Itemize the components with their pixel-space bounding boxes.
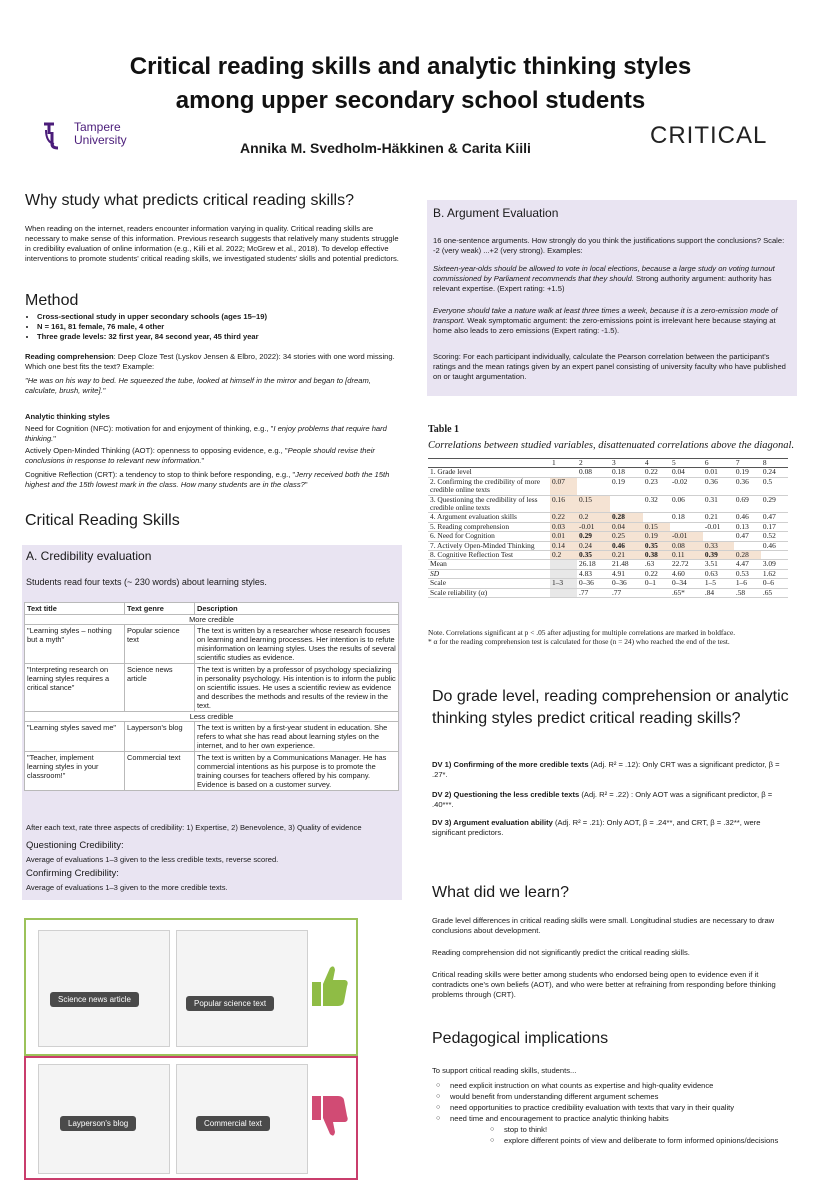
corr-cell: 0.36 [703,477,734,495]
question-heading: Do grade level, reading comprehension or analytic thinking styles predict critical reading skills? [432,688,789,727]
corr-cell: 0.19 [610,477,643,495]
thumbs-up-icon [310,962,350,1010]
corr-cell: 0.47 [761,513,788,522]
dv2-text [432,790,792,810]
corr-cell [550,588,577,597]
corr-cell: 1–3 [550,579,577,588]
table-row [428,495,788,513]
corr-cell: 0–34 [670,579,703,588]
dv2-result: (Adj. R² = .22) : Only AOT was a significant predictor, β = .40***. [432,790,773,809]
corr-cell: 0.14 [550,541,577,550]
method-bullet: • N = 161, 81 female, 76 male, 4 other [37,322,417,332]
tampere-line-1: Tampere [74,120,121,134]
argument-example-1 [433,264,791,294]
commercial-text-label: Commercial text [196,1116,270,1131]
argument-scoring: Scoring: For each participant individually, calculate the Pearson correlation between the participant's ratings and the mean ratings given by an expert panel consisting of university faculty who have published on or taught argumentation. [433,352,786,381]
tampere-logo-text [74,121,127,147]
corr-cell: .77 [577,588,610,597]
corr-cell: 0.08 [670,541,703,550]
corr-cell: 0.22 [643,569,670,578]
corr-cell: 0.16 [550,495,577,513]
dv3-label: DV 3) Argument evaluation ability [432,818,553,827]
critical-logo-text: CRITICAL [650,122,768,149]
nfc-quote: " [53,434,56,443]
rc-label: Reading comprehension [25,352,114,361]
corr-cell: 4.83 [577,569,610,578]
corr-cell: 21.48 [610,560,643,569]
aot-text [25,446,405,466]
cell-genre: Commercial text [125,752,195,791]
corr-cell: 0.21 [610,551,643,560]
corr-cell: 0.63 [703,569,734,578]
corr-cell: 0.17 [761,522,788,531]
crt-text [25,470,405,490]
title-line-2: among upper secondary school students [175,87,646,114]
dv3-result: (Adj. R² = .21): Only AOT, β = .24**, and CRT, β = .32**, were significant predictors. [432,818,761,837]
corr-cell [703,532,734,541]
corr-cell: 0.22 [550,513,577,522]
corr-cell: 0–36 [610,579,643,588]
corr-cell: 0.24 [761,468,788,477]
table-row [428,560,788,569]
corr-cell: 22.72 [670,560,703,569]
corr-cell: 0.04 [670,468,703,477]
dv1-result: (Adj. R² = .12): Only CRT was a significant predictor, β = .27*. [432,760,780,779]
method-bullet: • Cross-sectional study in upper secondary schools (ages 15–19) [37,312,417,322]
correlation-table [428,458,788,598]
corr-cell: 0.46 [610,541,643,550]
list-item: ○ need explicit instruction on what counts as expertise and high-quality evidence [450,1080,810,1091]
corr-cell: 0.04 [610,522,643,531]
corr-col-header: 1 [550,459,577,468]
cell-genre: Layperson's blog [125,722,195,752]
corr-cell: 0.2 [577,513,610,522]
corr-cell: -0.01 [670,532,703,541]
corr-row-label: 7. Actively Open-Minded Thinking [428,541,550,550]
ex1-argument: Sixteen-year-olds should be allowed to vote in local elections, because a large study on voting turnout commissioned by Parliament recommends that they should. [433,264,775,283]
cell-title: "Learning styles – nothing but a myth" [25,625,125,664]
corr-cell: 0.39 [703,551,734,560]
list-item: ○ would benefit from understanding different argument schemes [450,1091,810,1102]
table-row [428,551,788,560]
corr-cell: 0.36 [734,477,761,495]
corr-cell: .58 [734,588,761,597]
corr-cell: 0.21 [703,513,734,522]
corr-cell: 0.07 [550,477,577,495]
crt-example: Jerry received both the 15th highest and the 15th lowest mark in the class. How many students are in the class? [25,470,390,489]
corr-cell: 0.46 [761,541,788,550]
corr-col-header: 2 [577,459,610,468]
corr-cell: 0.01 [550,532,577,541]
corr-col-header: 7 [734,459,761,468]
cell-title: "Learning styles saved me" [25,722,125,752]
corr-row-label: Mean [428,560,550,569]
cell-genre: Science news article [125,664,195,712]
corr-cell: 0.2 [550,551,577,560]
corr-col-header: 6 [703,459,734,468]
learn-p2: Reading comprehension did not significantly predict the critical reading skills. [432,948,690,957]
corr-cell: 0.01 [703,468,734,477]
corr-cell: 0.33 [703,541,734,550]
corr-row-label: 4. Argument evaluation skills [428,513,550,522]
corr-col-header: 5 [670,459,703,468]
table-row [25,664,399,712]
corr-cell: 0.18 [670,513,703,522]
ats-heading: Analytic thinking styles [25,412,110,421]
corr-cell: 0.28 [734,551,761,560]
corr-cell: -0.01 [577,522,610,531]
corr-cell: 1–6 [734,579,761,588]
corr-cell: 0.31 [703,495,734,513]
col-header: Text genre [125,603,195,615]
corr-cell: 0.28 [610,513,643,522]
popular-science-label: Popular science text [186,996,274,1011]
cell-desc: The text is written by a professor of psychology specializing in personality psychology. His intention is to inform the public on scientific issues. He uses a scientific review as evidence and describes the methods and results of the review in the text. [195,664,399,712]
aot-example: People should revise their conclusions in response to relevant new information. [25,446,375,465]
corr-cell: 3.09 [761,560,788,569]
corr-cell: 0.15 [577,495,610,513]
corr-cell: 0.03 [550,522,577,531]
tampere-logo-icon [40,118,70,150]
corr-cell: 0.15 [643,522,670,531]
corr-cell: 0.29 [761,495,788,513]
corr-cell: 0.18 [610,468,643,477]
cell-desc: The text is written by a Communications Manager. He has commercial intentions as his purpose is to promote the training courses for teachers offered by his company. Evidence is based on a customer survey. [195,752,399,791]
list-subitem: ○ stop to think! [504,1124,814,1135]
section-label: More credible [25,615,399,625]
corr-cell: 0.47 [734,532,761,541]
corr-row-label: 6. Need for Cognition [428,532,550,541]
pedagogy-sublist [486,1124,814,1146]
learn-p1: Grade level differences in critical reading skills were small. Longitudinal studies are necessary to draw conclusions about development. [432,916,775,935]
argument-intro: 16 one-sentence arguments. How strongly do you think the justifications support the conclusions? Scale: -2 (very weak) ...+2 (very strong). Examples: [433,236,785,255]
corr-cell: .84 [703,588,734,597]
corr-col-header: 8 [761,459,788,468]
cell-desc: The text is written by a first-year student in education. She refers to what she has read about learning styles on the internet, and to her own experience. [195,722,399,752]
corr-cell [610,495,643,513]
corr-cell: 0–6 [761,579,788,588]
reading-comprehension-text [25,352,405,372]
corr-cell: 4.60 [670,569,703,578]
table1-label: Table 1 [428,424,460,435]
corr-row-label: 1. Grade level [428,468,550,477]
table-row [428,477,788,495]
corr-cell [550,468,577,477]
table1-caption: Correlations between studied variables, disattenuated correlations above the diagonal. [428,440,795,451]
table1-notes [428,628,798,646]
table-row [428,579,788,588]
corr-cell: 0.35 [577,551,610,560]
corr-cell: 4.47 [734,560,761,569]
corr-cell: 4.91 [610,569,643,578]
corr-header-row [428,459,788,468]
aot-quote: " [201,456,205,465]
corr-cell: -0.02 [670,477,703,495]
corr-cell: 0.19 [643,532,670,541]
aot-label: Actively Open-Minded Thinking (AOT): openness to opposing evidence, e.g., " [25,446,288,455]
ex2-argument: Everyone should take a nature walk at least three times a week, because it is a zero-emission mode of transport. [433,306,778,325]
qc-text: Average of evaluations 1–3 given to the less credible texts, reverse scored. [26,855,279,864]
corr-cell: .65 [761,588,788,597]
dv1-text [432,760,792,780]
corr-row-label: 8. Cognitive Reflection Test [428,551,550,560]
credibility-heading: A. Credibility evaluation [26,549,152,563]
corr-cell [577,477,610,495]
nfc-label: Need for Cognition (NFC): motivation for and enjoyment of thinking, e.g., " [25,424,274,433]
cell-title: "Interpreting research on learning styles requires a critical stance" [25,664,125,712]
corr-row-label: Scale [428,579,550,588]
col-header: Text title [25,603,125,615]
corr-cell: 0.22 [643,468,670,477]
table1-note-1: Note. Correlations significant at p < .05 after adjusting for multiple correlations are marked in boldface. [428,628,736,637]
popular-science-screenshot [176,930,308,1047]
dv1-label: DV 1) Confirming of the more credible texts [432,760,589,769]
crt-quote: " [304,480,308,489]
learn-heading: What did we learn? [432,884,569,901]
corr-cell: 0.19 [734,468,761,477]
rc-text: : Deep Cloze Test (Lyskov Jensen & Elbro, 2022): 34 stories with one word missing. Which one best fits the text? Example: [25,352,395,371]
corr-cell [643,588,670,597]
pedagogy-intro: To support critical reading skills, students... [432,1066,577,1075]
bad-texts-box [24,1056,358,1180]
argument-example-2 [433,306,791,336]
argument-panel [427,200,797,396]
tampere-line-2: University [74,133,127,147]
corr-cell: 0.53 [734,569,761,578]
corr-cell: 0.13 [734,522,761,531]
credibility-intro: Students read four texts (~ 230 words) about learning styles. [26,577,267,587]
layperson-blog-label: Layperson's blog [60,1116,136,1131]
table-row [428,513,788,522]
col-header: Description [195,603,399,615]
corr-cell: 1.62 [761,569,788,578]
table-row [25,722,399,752]
list-item: ○ need time and encouragement to practice analytic thinking habits [450,1113,810,1124]
corr-cell: 0.24 [577,541,610,550]
credibility-panel [22,545,402,900]
pedagogy-heading: Pedagogical implications [432,1030,609,1047]
table-row [25,625,399,664]
crt-label: Cognitive Reflection (CRT): a tendency to stop to think before responding, e.g., " [25,470,296,479]
cell-title: "Teacher, implement learning styles in your classroom!" [25,752,125,791]
corr-cell: 0–1 [643,579,670,588]
corr-cell [550,560,577,569]
table-section-row [25,712,399,722]
cell-genre: Popular science text [125,625,195,664]
authors: Annika M. Svedholm-Häkkinen & Carita Kiili [240,140,531,156]
corr-cell: 26.18 [577,560,610,569]
thumbs-down-icon [310,1092,350,1140]
corr-cell: 0.52 [761,532,788,541]
why-heading: Why study what predicts critical reading skills? [25,192,355,209]
table-row [25,752,399,791]
after-text: After each text, rate three aspects of credibility: 1) Expertise, 2) Benevolence, 3) Quality of evidence [26,823,362,832]
corr-cell: 0.38 [643,551,670,560]
why-text: When reading on the internet, readers encounter information varying in quality. Critical reading skills are necessary to make sense of this information. Previous research suggests that relatively many students struggle in credibility evaluation of online information (e.g., Kiili et al. 2022; McGrew et al., 2018). To develop effective interventions to promote students' critical reading skills, we investigated students' skills and potential predictors. [25,224,399,263]
section-label: Less credible [25,712,399,722]
crs-heading: Critical Reading Skills [25,512,180,529]
table-header-row [25,603,399,615]
corr-cell: .77 [610,588,643,597]
ex1-explanation: Strong authority argument: authority has relevant expertise. (Expert rating: +1.5) [433,274,772,293]
qc-heading: Questioning Credibility: [26,840,124,851]
corr-cell: 0.46 [734,513,761,522]
table-row [428,569,788,578]
science-news-label: Science news article [50,992,139,1007]
critical-logo [650,122,767,150]
corr-cell: 0–36 [577,579,610,588]
table-row [428,468,788,477]
list-item: ○ need opportunities to practice credibility evaluation with texts that vary in their quality [450,1102,810,1113]
corr-row-label: 2. Confirming the credibility of more credible online texts [428,477,550,495]
corr-cell: 0.32 [643,495,670,513]
ex2-explanation: Weak symptomatic argument: the zero-emissions point is irrelevant here because staying at home also leads to zero emissions (Expert rating: -1.5). [433,316,776,335]
dv2-label: DV 2) Questioning the less credible texts [432,790,580,799]
corr-col-header: 4 [643,459,670,468]
corr-cell: 0.06 [670,495,703,513]
corr-col-header: 3 [610,459,643,468]
nfc-example: I enjoy problems that require hard thinking. [25,424,387,443]
corr-cell: .63 [643,560,670,569]
pedagogy-list [432,1080,810,1124]
corr-cell: 0.23 [643,477,670,495]
method-bullets [25,312,417,342]
title-line-1: Critical reading skills and analytic thinking styles [129,53,692,80]
table-section-row [25,615,399,625]
corr-cell: 0.08 [577,468,610,477]
credibility-table [24,602,399,791]
corr-cell: 0.5 [761,477,788,495]
table-row [428,532,788,541]
learn-p3: Critical reading skills were better among students who endorsed being open to evidence even if it contradicts one's own beliefs (AOT), and who were better at refraining from responding before thinking problems through (CRT). [432,970,776,999]
corr-cell: -0.01 [703,522,734,531]
science-news-screenshot [38,930,170,1047]
corr-cell: 3.51 [703,560,734,569]
corr-row-label: Scale reliability (α) [428,588,550,597]
corr-cell [643,513,670,522]
corr-cell: .65* [670,588,703,597]
corr-row-label: 5. Reading comprehension [428,522,550,531]
corr-row-label: 3. Questioning the credibility of less credible online texts [428,495,550,513]
cc-text: Average of evaluations 1–3 given to the more credible texts. [26,883,228,892]
method-heading: Method [25,292,79,309]
list-subitem: ○ explore different points of view and deliberate to form informed opinions/decisions [504,1135,814,1146]
cell-desc: The text is written by a researcher whose research focuses on learning and learning processes. Her intention is to refute misinformation on learning styles. Uses the results of several scientific studies as evidence. [195,625,399,664]
dv3-text [432,818,792,838]
corr-cell: 0.29 [577,532,610,541]
corr-cell: 0.11 [670,551,703,560]
argument-heading: B. Argument Evaluation [433,206,559,220]
corr-cell: 0.69 [734,495,761,513]
tampere-logo [40,118,127,150]
rc-example: "He was on his way to bed. He squeezed the tube, looked at himself in the mirror and began to [dream, calculate, brush, write]." [25,376,371,395]
corr-cell: 0.25 [610,532,643,541]
corr-cell: 0.35 [643,541,670,550]
poster-title [0,50,821,118]
table-row [428,588,788,597]
table1-note-2: * α for the reading comprehension test is calculated for those (n = 24) who reached the end of the test. [428,637,730,646]
method-bullet: • Three grade levels: 32 first year, 84 second year, 45 third year [37,332,417,342]
good-texts-box [24,918,358,1056]
nfc-text [25,424,405,444]
corr-row-label: SD [428,569,550,578]
cc-heading: Confirming Credibility: [26,868,119,879]
corr-cell: 1–5 [703,579,734,588]
